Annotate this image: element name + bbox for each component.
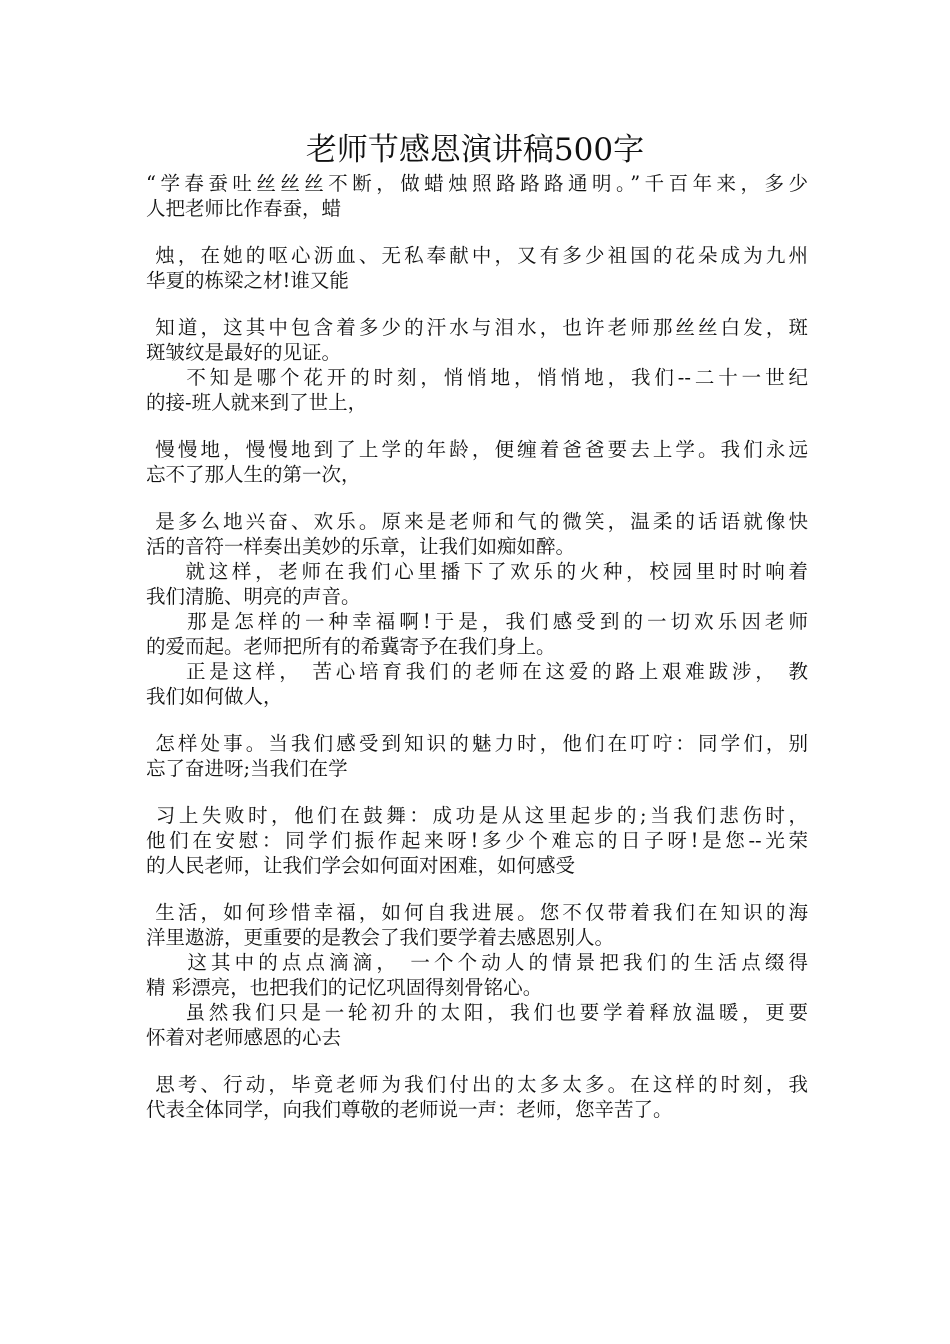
body-line: 怎样处事。当我们感受到知识的魅力时，他们在叮咛：同学们，别 <box>146 732 808 755</box>
body-line: 华夏的栋梁之材!谁又能 <box>146 269 349 292</box>
body-line: 的人民老师，让我们学会如何面对困难，如何感受 <box>146 854 576 877</box>
body-line: 忘了奋进呀;当我们在学 <box>146 757 348 780</box>
body-line: 我们清脆、明亮的声音。 <box>146 585 361 608</box>
body-line: 正是这样， 苦心培育我们的老师在这爱的路上艰难跋涉， 教 <box>146 660 808 683</box>
paragraph-gap <box>146 1050 808 1072</box>
body-line: 洋里遨游，更重要的是教会了我们要学着去感恩别人。 <box>146 926 615 949</box>
body-line: 不知是哪个花开的时刻，悄悄地，悄悄地，我们--二十一世纪 <box>146 366 808 389</box>
body-line: 烛，在她的呕心沥血、无私奉献中，又有多少祖国的花朵成为九州 <box>146 244 808 267</box>
body-line: 慢慢地，慢慢地到了上学的年龄，便缠着爸爸要去上学。我们永远 <box>146 438 808 461</box>
document-title: 老师节感恩演讲稿500字 <box>305 132 645 168</box>
body-line: 代表全体同学，向我们尊敬的老师说一声：老师，您辛苦了。 <box>146 1098 673 1121</box>
body-line: 是多么地兴奋、欢乐。原来是老师和气的微笑，温柔的话语就像快 <box>146 510 808 533</box>
body-line: 的接-班人就来到了世上， <box>146 391 368 414</box>
body-line: 思考、行动，毕竟老师为我们付出的太多太多。在这样的时刻，我 <box>146 1073 808 1096</box>
document-body <box>146 171 808 1122</box>
paragraph-gap <box>146 293 808 315</box>
body-line: 斑皱纹是最好的见证。 <box>146 341 342 364</box>
body-line: 习上失败时，他们在鼓舞：成功是从这里起步的;当我们悲伤时， <box>146 804 808 827</box>
body-line: 这其中的点点滴滴， 一个个动人的情景把我们的生活点缀得 <box>146 951 808 974</box>
body-line: 生活，如何珍惜幸福，如何自我进展。您不仅带着我们在知识的海 <box>146 901 808 924</box>
paragraph-gap <box>146 487 808 509</box>
paragraph-gap <box>146 221 808 243</box>
body-line: 虽然我们只是一轮初升的太阳，我们也要学着释放温暖，更要 <box>146 1001 808 1024</box>
paragraph-gap <box>146 415 808 437</box>
body-line: 人把老师比作春蚕，蜡 <box>146 197 342 220</box>
body-line: 那是怎样的一种幸福啊!于是，我们感受到的一切欢乐因老师 <box>146 610 808 633</box>
body-line: 知道，这其中包含着多少的汗水与泪水，也许老师那丝丝白发，斑 <box>146 316 808 339</box>
body-line: 就这样，老师在我们心里播下了欢乐的火种，校园里时时响着 <box>146 560 808 583</box>
body-line: 活的音符一样奏出美妙的乐章，让我们如痴如醉。 <box>146 535 576 558</box>
paragraph-gap <box>146 709 808 731</box>
body-line: 忘不了那人生的第一次， <box>146 463 361 486</box>
paragraph-gap <box>146 878 808 900</box>
body-line: 我们如何做人， <box>146 685 283 708</box>
body-line: 怀着对老师感恩的心去 <box>146 1026 342 1049</box>
body-line: 精 彩漂亮，也把我们的记忆巩固得刻骨铭心。 <box>146 976 543 999</box>
body-line: 他们在安慰：同学们振作起来呀!多少个难忘的日子呀!是您--光荣 <box>146 829 808 852</box>
body-line: “学春蚕吐丝丝丝不断，做蜡烛照路路路通明。”千百年来，多少 <box>146 172 808 195</box>
body-line: 的爱而起。老师把所有的希冀寄予在我们身上。 <box>146 635 556 658</box>
paragraph-gap <box>146 781 808 803</box>
